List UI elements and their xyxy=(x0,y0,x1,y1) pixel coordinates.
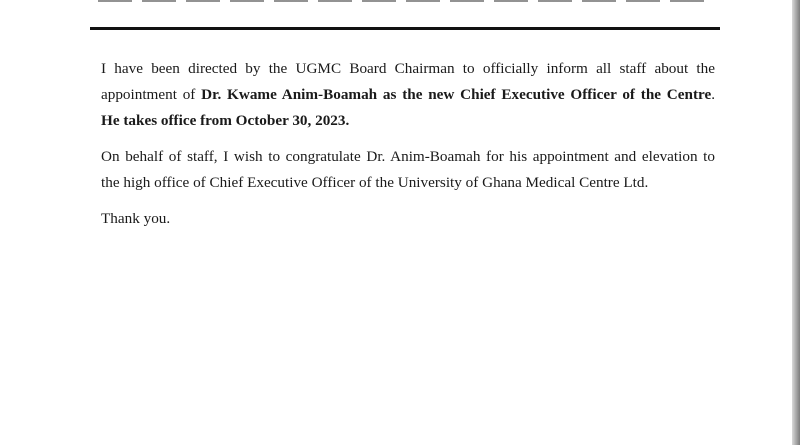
start-date-statement: He takes office from October 30, 2023. xyxy=(101,112,350,129)
page-edge-shadow xyxy=(792,0,800,445)
cropped-header-text xyxy=(98,0,710,2)
announcement-line-3 xyxy=(101,108,715,134)
appointment-name: Dr. Kwame Anim-Boamah as the new Chief Executive Officer of the Centre xyxy=(201,86,712,103)
announcement-line-1: I have been directed by the UGMC Board Chairman to officially inform all staff about the xyxy=(101,60,715,77)
announcement-paragraph xyxy=(101,56,715,134)
congratulations-line-2: the high office of Chief Executive Officer of the University of Ghana Medical Centre Ltd. xyxy=(101,174,649,191)
announcement-line-2 xyxy=(101,82,715,108)
closing-text: Thank you. xyxy=(101,210,171,227)
congratulations-paragraph xyxy=(101,144,715,196)
appointment-prefix: appointment of xyxy=(101,86,202,103)
letter-body xyxy=(101,56,715,232)
congratulations-line-1: On behalf of staff, I wish to congratulate Dr. Anim-Boamah for his appointment and elevation to xyxy=(101,148,715,165)
closing-paragraph xyxy=(101,206,715,232)
appointment-suffix: . xyxy=(711,86,716,103)
header-divider xyxy=(90,27,720,30)
